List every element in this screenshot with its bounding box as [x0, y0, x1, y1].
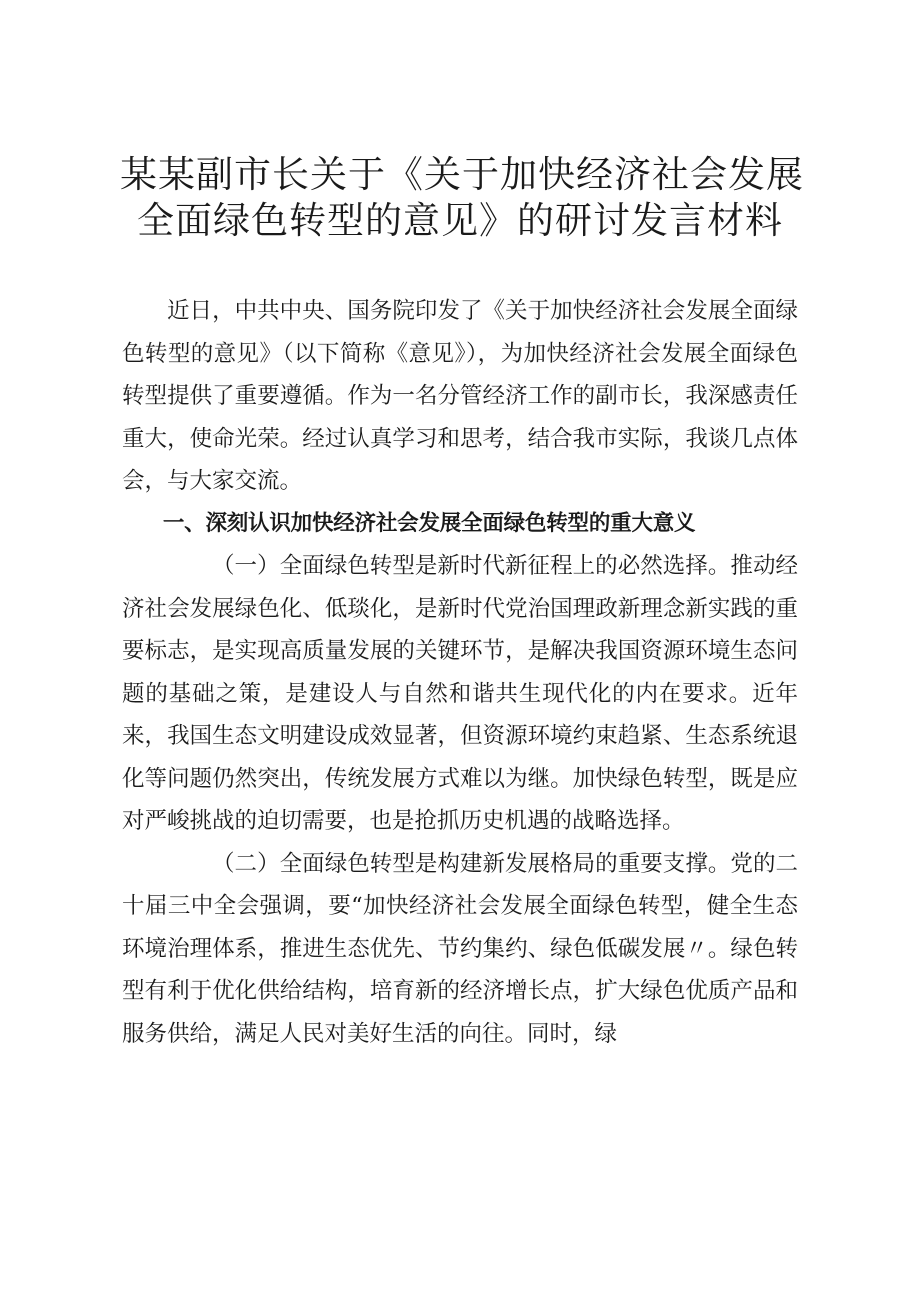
title-line-1: 某某副市长关于《关于加快经济社会发展: [120, 153, 804, 196]
document-body: [122, 290, 798, 1055]
intro-paragraph: 近日，中共中央、国务院印发了《关于加快经济社会发展全面绿色转型的意见》（以下简称《意见》），为加快经济社会发展全面绿色转型提供了重要遵循。作为一名分管经济工作的副市长，我深感责任重大，使命光荣。经过认真学习和思考，结合我市实际，我谈几点体会，与大家交流。: [122, 298, 798, 494]
section-heading-1: 一、深刻认识加快经济社会发展全面绿色转型的重大意义: [162, 510, 696, 536]
subsection-paragraph-2: （二）全面绿色转型是构建新发展格局的重要支撑。党的二十届三中全会强调，要“加快经济社会发展全面绿色转型，健全生态环境治理体系，推进生态优先、节约集约、绿色低碳发展〃。绿色转型有利于优化供给结构，培育新的经济增长点，扩大绿色优质产品和服务供给，满足人民对美好生活的向往。同时，绿: [122, 850, 798, 1047]
document-title: [120, 152, 804, 244]
subsection-paragraph-1: （一）全面绿色转型是新时代新征程上的必然选择。推动经济社会发展绿色化、低琰化，是新时代党治国理政新理念新实践的重要标志，是实现高质量发展的关键环节，是解决我国资源环境生态问题的基础之策，是建设人与自然和谐共生现代化的内在要求。近年来，我国生态文明建设成效显著，但资源环境约束趋紧、生态系统退化等问题仍然突出，传统发展方式难以为继。加快绿色转型，既是应对严峻挑战的迫切需要，也是抢抓历史机遇的战略选择。: [122, 553, 798, 834]
title-line-2: 全面绿色转型的意见》的研讨发言材料: [137, 199, 783, 242]
